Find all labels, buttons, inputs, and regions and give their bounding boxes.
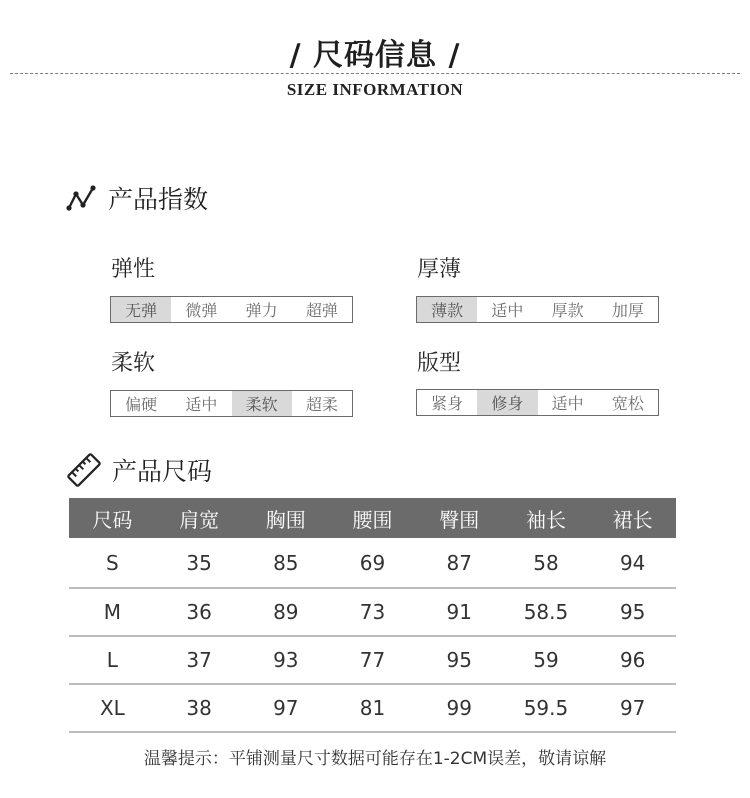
elasticity-scale — [110, 296, 353, 323]
table-row — [69, 589, 676, 637]
table-cell: 59.5 — [523, 696, 569, 720]
table-row — [69, 538, 676, 589]
scale-option: 宽松 — [611, 394, 644, 413]
table-cell: 93 — [273, 648, 299, 672]
column-header: 胸围 — [265, 507, 306, 532]
scale-option: 适中 — [185, 395, 218, 414]
attr-title-softness: 柔软 — [111, 351, 156, 376]
table-header — [69, 498, 676, 538]
scale-option: 加厚 — [611, 301, 644, 320]
column-header: 袖长 — [525, 507, 566, 532]
table-cell: L — [106, 648, 118, 672]
section-heading: 产品指数 — [108, 185, 209, 214]
fit-scale — [416, 389, 659, 416]
table-cell: 97 — [273, 696, 299, 720]
table-cell: 81 — [359, 696, 386, 720]
table-cell: S — [106, 550, 119, 575]
table-cell: 58.5 — [523, 600, 569, 624]
section-heading: 产品尺码 — [112, 457, 213, 486]
ruler-icon — [66, 452, 102, 488]
table-cell: M — [103, 600, 121, 624]
table-cell: 96 — [619, 648, 646, 672]
table-cell: 35 — [186, 550, 212, 575]
scale-option: 超柔 — [305, 395, 338, 414]
column-header: 臀围 — [439, 507, 480, 532]
scale-option: 弹力 — [245, 301, 278, 320]
table-cell: 99 — [446, 696, 472, 720]
scale-option: 薄款 — [417, 297, 477, 322]
table-cell: 37 — [186, 648, 212, 672]
table-cell: 58 — [533, 550, 559, 575]
scale-option: 柔软 — [232, 391, 292, 416]
table-cell: 97 — [619, 696, 646, 720]
title-divider — [10, 73, 740, 74]
table-cell: 38 — [186, 696, 212, 720]
scale-option: 偏硬 — [125, 395, 158, 414]
scale-option: 厚款 — [551, 301, 584, 320]
table-cell: 91 — [446, 600, 472, 624]
scale-option: 无弹 — [111, 297, 171, 322]
table-cell: 87 — [446, 550, 472, 575]
section-product-index — [66, 180, 208, 216]
table-cell: 95 — [619, 600, 646, 624]
table-cell: XL — [99, 696, 125, 720]
softness-scale — [110, 390, 353, 417]
column-header: 腰围 — [352, 507, 393, 532]
thickness-scale — [416, 296, 659, 323]
table-row — [69, 637, 676, 685]
attr-title-thickness: 厚薄 — [417, 257, 462, 282]
scale-option: 微弹 — [185, 301, 218, 320]
page-title: / 尺码信息 / — [289, 38, 461, 73]
attr-title-fit: 版型 — [417, 351, 462, 376]
scale-option: 适中 — [551, 394, 584, 413]
table-cell: 89 — [273, 600, 299, 624]
scale-option: 超弹 — [305, 301, 338, 320]
table-cell: 69 — [359, 550, 386, 575]
table-row — [69, 685, 676, 733]
size-table — [69, 498, 676, 733]
page-subtitle: SIZE INFORMATION — [286, 80, 464, 99]
table-cell: 59 — [533, 648, 559, 672]
scale-option: 紧身 — [431, 394, 464, 413]
column-header: 尺码 — [92, 507, 133, 532]
table-cell: 77 — [359, 648, 386, 672]
table-cell: 73 — [359, 600, 386, 624]
section-product-size — [66, 452, 212, 488]
table-cell: 85 — [273, 550, 299, 575]
table-cell: 36 — [186, 600, 212, 624]
measurement-note: 温馨提示：平铺测量尺寸数据可能存在1-2CM误差，敬请谅解 — [143, 749, 607, 769]
scale-option: 适中 — [491, 301, 524, 320]
scale-option: 修身 — [477, 390, 537, 415]
column-header: 裙长 — [612, 507, 653, 532]
column-header: 肩宽 — [179, 507, 220, 532]
table-cell: 95 — [446, 648, 472, 672]
table-cell: 94 — [619, 550, 646, 575]
attr-title-elasticity: 弹性 — [111, 257, 156, 282]
trend-line-icon — [66, 183, 98, 213]
